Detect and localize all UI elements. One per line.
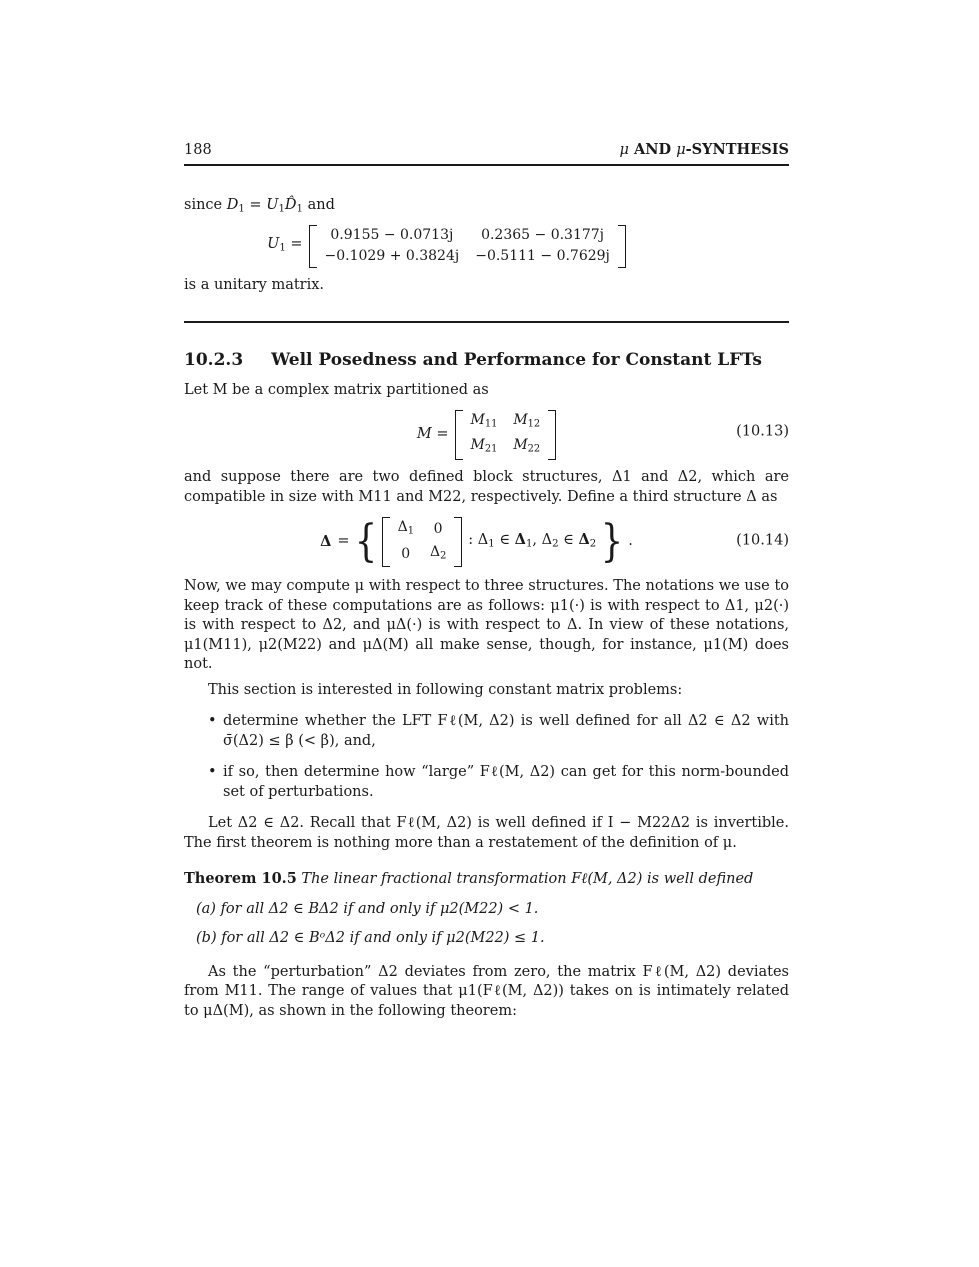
u1-cell: 0.2365 − 0.3177j	[481, 226, 605, 243]
running-title: μ AND μ-SYNTHESIS	[619, 141, 789, 158]
equation-10-14: Δ = { $\Delta_1$ 0 0 $\Delta_2$ : $\Delta_1$ ∈ $\Delta_1$, $\Delta_2$ ∈ $\Delta_2$ } . (10.14)	[320, 515, 789, 567]
theorem-item: (a) for all Δ2 ∈ BΔ2 if and only if μ2(M22) < 1.	[196, 900, 539, 917]
u1-cell: 0.9155 − 0.0713j	[330, 226, 454, 243]
equation-10-13: M = $M_{11}$ $M_{12}$ $M_{21}$ $M_{22}$ (10.13)	[184, 406, 789, 458]
problem-list	[184, 712, 789, 802]
theorem-statement	[184, 869, 789, 890]
u1-cell: −0.1029 + 0.3824j	[324, 248, 460, 265]
section-number: 10.2.3	[184, 350, 244, 371]
section-title: Well Posedness and Performance for Constant LFTs	[271, 350, 762, 371]
running-header	[184, 140, 789, 166]
u1-equation: $U_1$ = 0.9155 − 0.0713j 0.2365 − 0.3177j −0.1029 + 0.3824j −0.5111 − 0.7629j	[184, 225, 789, 268]
paragraph-6: As the “perturbation” Δ2 deviates from zero, the matrix Fℓ(M, Δ2) deviates from M11. The range of values that μ1(Fℓ(M, Δ2)) takes on is intimately related to μΔ(M), as shown in the following theorem:	[184, 963, 789, 1019]
unitary-statement: is a unitary matrix.	[184, 276, 325, 293]
paragraph-2: and suppose there are two defined block structures, Δ1 and Δ2, which are compatible in size with M11 and M22, respectively. Define a third structure Δ as	[184, 469, 789, 505]
section-heading	[184, 351, 789, 371]
u1-cell: −0.5111 − 0.7629j	[475, 248, 610, 265]
equation-number: (10.13)	[736, 423, 789, 440]
list-item: • determine whether the LFT Fℓ(M, Δ2) is well defined for all Δ2 ∈ Δ2 with σ̄(Δ2) ≤ β (< β), and,	[184, 712, 789, 751]
list-item: • if so, then determine how “large” Fℓ(M, Δ2) can get for this norm-bounded set of perturbations.	[184, 763, 789, 802]
paragraph-3: Now, we may compute μ with respect to three structures. The notations we use to keep track of these computations are as follows: μ1(·) is with respect to Δ1, μ2(·) is with respect to Δ2, and μΔ(·) is with respect to Δ. In view of these notations, μ1(M11), μ2(M22) and μΔ(M) all make sense, though, for instance, μ1(M) does not.	[184, 578, 789, 673]
paragraph-5: Let Δ2 ∈ Δ2. Recall that Fℓ(M, Δ2) is well defined if I − M22Δ2 is invertible. The first theorem is nothing more than a restatement of the definition of μ.	[184, 815, 789, 851]
u1-matrix	[317, 225, 618, 268]
intro-line: since $D_1$ = $U_1D̂_1$ and	[184, 196, 335, 215]
theorem-items	[184, 900, 789, 949]
equation-number: (10.14)	[736, 532, 789, 549]
theorem-label: Theorem 10.5	[184, 870, 297, 888]
paragraph-1: Let M be a complex matrix partitioned as	[184, 381, 489, 398]
page	[184, 140, 789, 1021]
theorem-text: The linear fractional transformation Fℓ(M, Δ2) is well defined	[301, 871, 754, 888]
page-number: 188	[184, 142, 212, 158]
theorem-item: (b) for all Δ2 ∈ BᵒΔ2 if and only if μ2(M22) ≤ 1.	[196, 930, 545, 947]
section-divider	[184, 321, 789, 323]
paragraph-4: This section is interested in following constant matrix problems:	[208, 681, 683, 698]
